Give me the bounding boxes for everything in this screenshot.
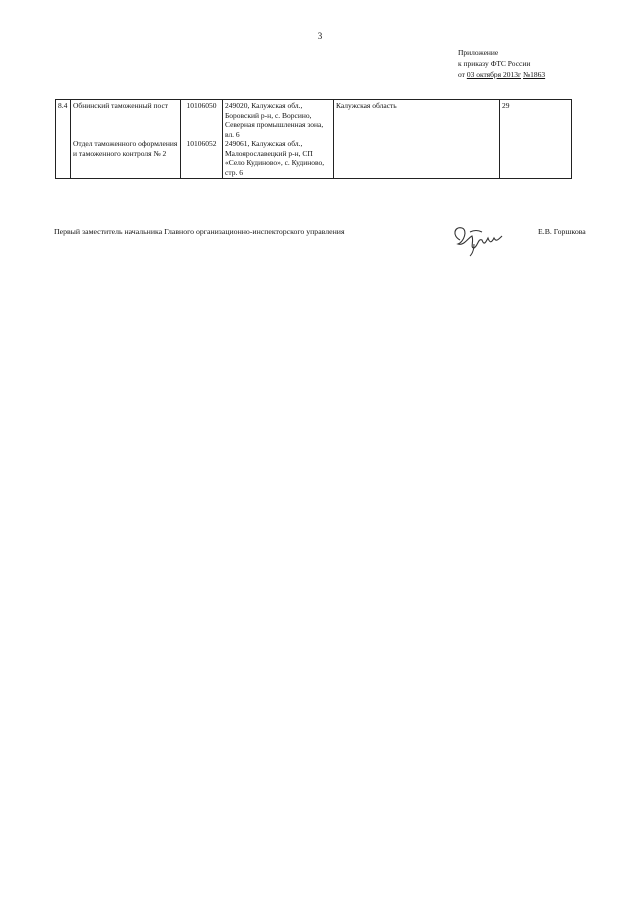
appendix-date-line (458, 69, 545, 80)
handwritten-signature (448, 218, 508, 258)
post-name-2: Отдел таможенного оформления и таможенного контроля № 2 (73, 139, 178, 158)
row-number: 8.4 (56, 100, 71, 179)
post-address-1: 249020, Калужская обл., Боровский р-н, с. Ворсино, Северная промышленная зона, вл. 6 (225, 101, 324, 139)
customs-posts-table (55, 99, 572, 179)
post-addresses-cell (223, 100, 334, 179)
appendix-header (458, 47, 545, 80)
appendix-date: 03 октября 2013г (466, 70, 522, 79)
post-address-2: 249061, Калужская обл., Малоярославецкий р-н, СП «Село Кудиново», с. Кудиново, стр. 6 (225, 139, 325, 177)
table-row (56, 100, 572, 179)
signatory-position: Первый заместитель начальника Главного организационно-инспекторского управления (54, 227, 345, 236)
post-code-2: 10106052 (186, 139, 217, 148)
appendix-number: №1863 (522, 70, 546, 79)
extra-cell: 29 (500, 100, 572, 179)
signatory-name: Е.В. Горшкова (538, 227, 586, 236)
region-cell: Калужская область (334, 100, 500, 179)
post-code-1: 10106050 (186, 101, 217, 110)
appendix-title: Приложение (458, 48, 499, 57)
appendix-order-ref: к приказу ФТС России (458, 59, 531, 68)
page-number: 3 (317, 31, 323, 41)
post-codes-cell (181, 100, 223, 179)
post-names-cell (71, 100, 181, 179)
post-name-1: Обнинский таможенный пост (73, 101, 169, 110)
appendix-date-prefix: от (458, 70, 465, 79)
